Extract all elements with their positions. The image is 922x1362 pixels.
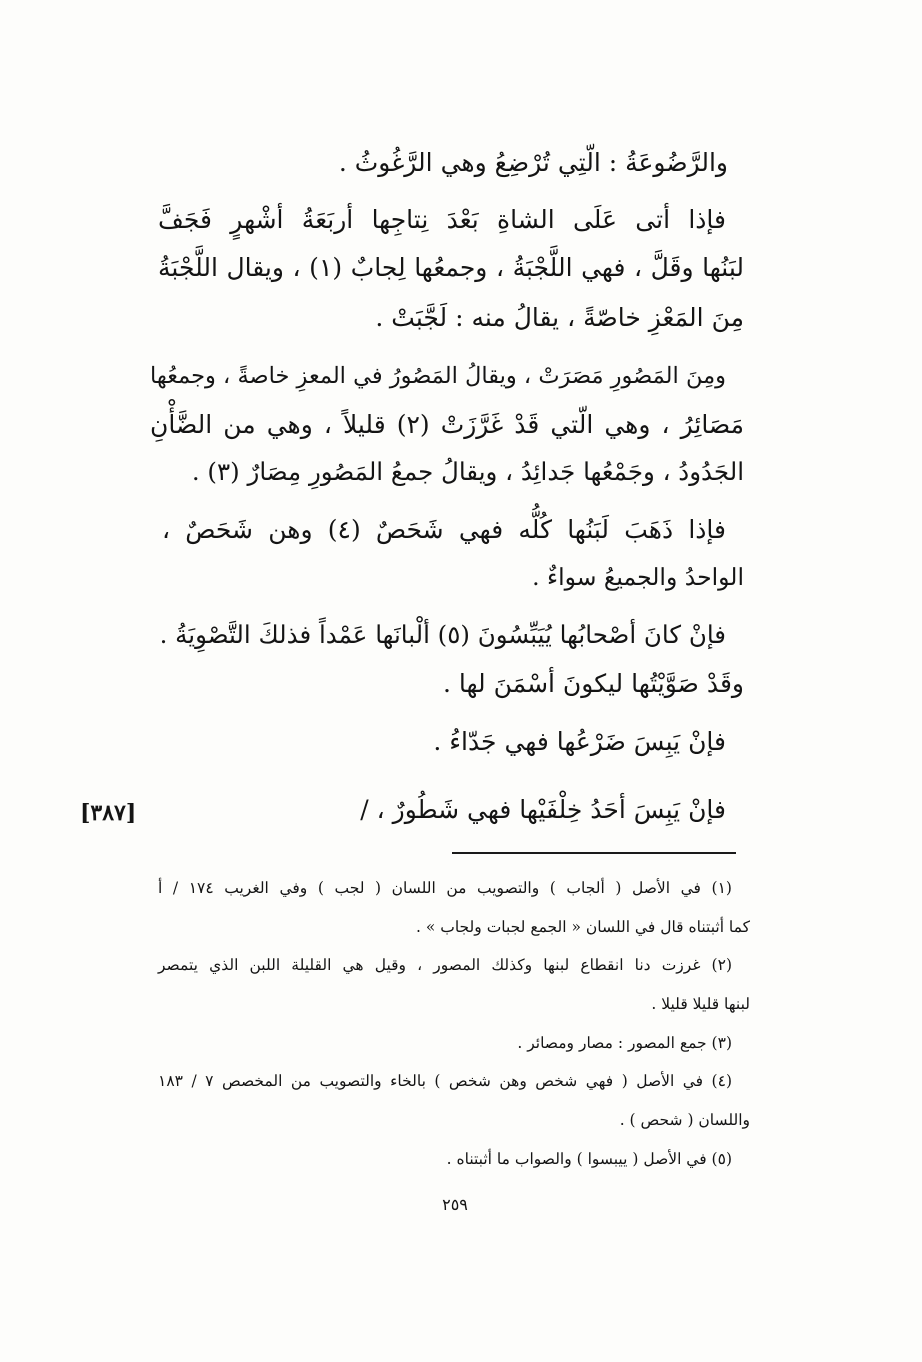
footnote-separator [452, 852, 736, 854]
body-line: والرَّضُوعَةُ : الّتِي تُرْضِعُ وهي الرَّغُوثُ . [338, 148, 728, 177]
footnote-line: (٤) في الأصل ( فهي شخص وهن شخص ) بالخاء والتصويب من المخصص ٧ / ١٨٣ [158, 1072, 732, 1090]
footnote-line: لبنها قليلا قليلا . [651, 995, 750, 1013]
footnote-line: (٢) غرزت دنا انقطاع لبنها وكذلك المصور ، وقيل هي القليلة اللبن الذي يتمصر [158, 956, 732, 974]
body-line: فإذا ذَهَبَ لَبَنُها كُلُّه فهي شَحَصٌ (٤) وهن شَحَصٌ ، [162, 515, 726, 544]
footnote-line: كما أثبتناه قال في اللسان « الجمع لجبات ولجاب » . [415, 918, 750, 936]
body-line: لبَنُها وقَلَّ ، فهي اللَّجْبَةُ ، وجمعُها لِجابٌ (١) ، ويقال اللَّجْبَةُ [158, 253, 745, 282]
footnote-line: واللسان ( شحص ) . [619, 1111, 750, 1129]
footnote-line: (٣) جمع المصور : مصار ومصائر . [517, 1034, 732, 1052]
body-line: فإنْ كانَ أصْحابُها يُيَبِّسُونَ (٥) ألْبانَها عَمْداً فذلكَ التَّصْوِيَةُ . [159, 620, 726, 649]
footnote-line: (٥) في الأصل ( ييبسوا ) والصواب ما أثبتناه . [446, 1150, 732, 1168]
manuscript-folio-number: [٣٨٧] [80, 800, 137, 826]
body-line: فإذا أتى عَلَى الشاةِ بَعْدَ نِتاجِها أربَعَةُ أشْهرٍ فَجَفَّ [158, 205, 726, 234]
body-line: مِنَ المَعْزِ خاصّةً ، يقالُ منه : لَجَّبَتْ . [375, 303, 744, 332]
body-line: وقَدْ صَوَّيْتُها ليكونَ أسْمَنَ لها . [443, 669, 744, 698]
footnote-line: (١) في الأصل ( ألجاب ) والتصويب من اللسان ( لجب ) وفي الغريب ١٧٤ / أ [158, 879, 732, 897]
body-line: فإنْ يَبِسَ ضَرْعُها فهي جَدّاءُ . [433, 727, 726, 756]
body-line: فإنْ يَبِسَ أحَدُ خِلْفَيْها فهي شَطُورٌ ، / [360, 795, 726, 824]
body-line: الجَدُودُ ، وجَمْعُها جَدائِدُ ، ويقالُ جمعُ المَصُورِ مِصَارٌ (٣) . [191, 457, 744, 486]
body-line: الواحدُ والجميعُ سواءٌ . [532, 563, 744, 591]
body-line: ومِنَ المَصُورِ مَصَرَتْ ، ويقالُ المَصُورُ في المعزِ خاصةً ، وجمعُها [150, 363, 726, 389]
page-number: ٢٥٩ [442, 1195, 468, 1214]
body-line: مَصَائِرُ ، وهي الّتي قَدْ غَرَّزَتْ (٢) قليلاً ، وهي من الضَّأْنِ [150, 410, 745, 439]
